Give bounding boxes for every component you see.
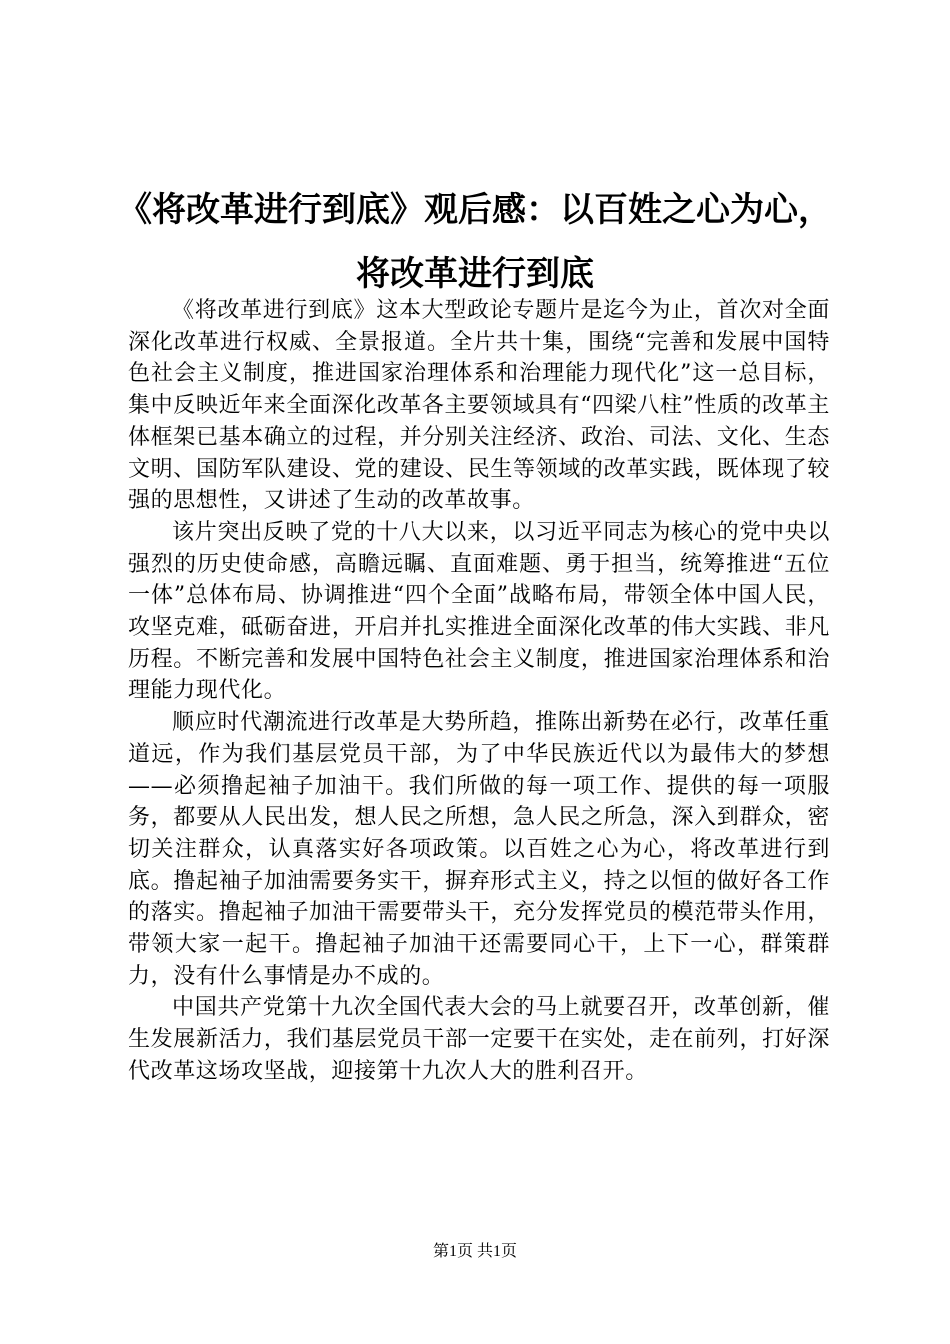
paragraph-3: 顺应时代潮流进行改革是大势所趋，推陈出新势在必行，改革任重道远，作为我们基层党员干部，为了中华民族近代以为最伟大的梦想——必须撸起袖子加油干。我们所做的每一项工作、提供的每一项服务，都要从人民出发，想人民之所想，急人民之所急，深入到群众，密切关注群众，认真落实好各项政策。以百姓之心为心，将改革进行到底。撸起袖子加油需要务实干，摒弃形式主义，持之以恒的做好各工作的落实。撸起袖子加油干需要带头干，充分发挥党员的模范带头作用，带领大家一起干。撸起袖子加油干还需要同心干，上下一心，群策群力，没有什么事情是办不成的。 [128,710,830,989]
title-line-1: 《将改革进行到底》观后感：以百姓之心为心， [118,190,832,230]
paragraph-4: 中国共产党第十九次全国代表大会的马上就要召开，改革创新，催生发展新活力，我们基层党员干部一定要干在实处，走在前列，打好深代改革这场攻坚战，迎接第十九次人大的胜利召开。 [128,995,830,1084]
document-body [128,295,830,1088]
paragraph-2: 该片突出反映了党的十八大以来，以习近平同志为核心的党中央以强烈的历史使命感，高瞻远瞩、直面难题、勇于担当，统筹推进“五位一体”总体布局、协调推进“四个全面”战略布局，带领全体中国人民，攻坚克难，砥砺奋进，开启并扎实推进全面深化改革的伟大实践、非凡历程。不断完善和发展中国特色社会主义制度，推进国家治理体系和治理能力现代化。 [128,519,830,704]
page-footer: 第1页 共1页 [432,1243,517,1260]
document-title [100,178,850,306]
title-line-2: 将改革进行到底 [356,254,594,294]
paragraph-1: 《将改革进行到底》这本大型政论专题片是迄今为止，首次对全面深化改革进行权威、全景报道。全片共十集，围绕“完善和发展中国特色社会主义制度，推进国家治理体系和治理能力现代化”这一总目标，集中反映近年来全面深化改革各主要领域具有“四梁八柱”性质的改革主体框架已基本确立的过程，并分别关注经济、政治、司法、文化、生态文明、国防军队建设、党的建设、民生等领域的改革实践，既体现了较强的思想性，又讲述了生动的改革故事。 [128,298,830,514]
